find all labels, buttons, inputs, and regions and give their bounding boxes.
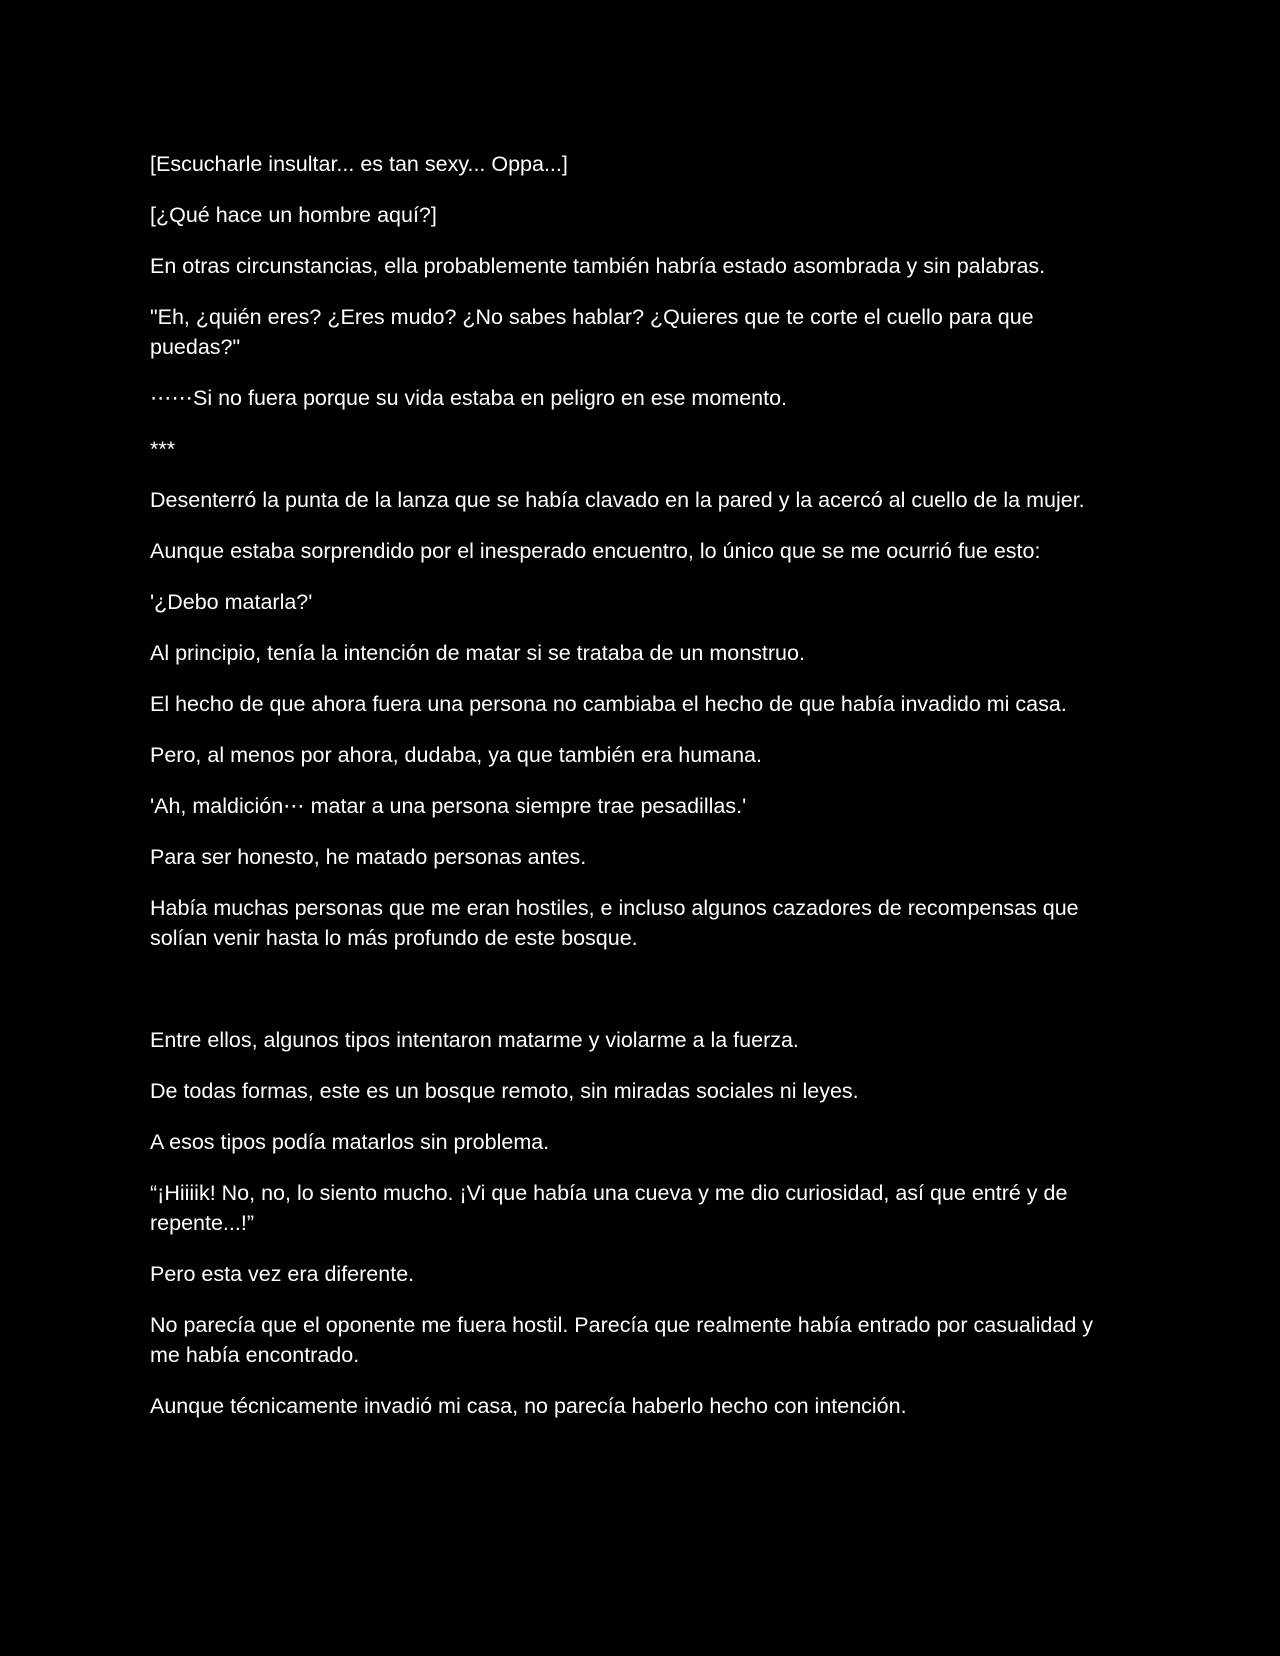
paragraph: Aunque estaba sorprendido por el inesperado encuentro, lo único que se me ocurrió fue esto: [150, 539, 1041, 563]
paragraph-thought: 'Ah, maldición⋯ matar a una persona siempre trae pesadillas.' [150, 794, 747, 818]
paragraph: El hecho de que ahora fuera una persona no cambiaba el hecho de que había invadido mi casa. [150, 692, 1067, 716]
paragraph-dialogue: "Eh, ¿quién eres? ¿Eres mudo? ¿No sabes hablar? ¿Quieres que te corte el cuello para que puedas?" [150, 305, 1034, 359]
scene-separator: *** [150, 437, 176, 461]
paragraph: Desenterró la punta de la lanza que se había clavado en la pared y la acercó al cuello de la mujer. [150, 488, 1085, 512]
paragraph: En otras circunstancias, ella probablemente también habría estado asombrada y sin palabras. [150, 254, 1046, 278]
blank-gap [150, 974, 1120, 1025]
paragraph-thought: '¿Debo matarla?' [150, 590, 313, 614]
paragraph: Había muchas personas que me eran hostiles, e incluso algunos cazadores de recompensas que solían venir hasta lo más profundo de este bosque. [150, 896, 1079, 950]
paragraph-dialogue: “¡Hiiiik! No, no, lo siento mucho. ¡Vi que había una cueva y me dio curiosidad, así que entré y de repente...!” [150, 1181, 1068, 1235]
paragraph: A esos tipos podía matarlos sin problema. [150, 1130, 550, 1154]
paragraph: De todas formas, este es un bosque remoto, sin miradas sociales ni leyes. [150, 1079, 859, 1103]
paragraph-inner-thought-1: [Escucharle insultar... es tan sexy... Oppa...] [150, 152, 568, 176]
paragraph: Aunque técnicamente invadió mi casa, no parecía haberlo hecho con intención. [150, 1394, 907, 1418]
paragraph: Pero, al menos por ahora, dudaba, ya que también era humana. [150, 743, 762, 767]
paragraph-inner-thought-2: [¿Qué hace un hombre aquí?] [150, 203, 437, 227]
paragraph: Al principio, tenía la intención de matar si se trataba de un monstruo. [150, 641, 805, 665]
document-page [150, 149, 1120, 1442]
paragraph: No parecía que el oponente me fuera hostil. Parecía que realmente había entrado por casualidad y me había encontrado. [150, 1313, 1094, 1367]
paragraph: Entre ellos, algunos tipos intentaron matarme y violarme a la fuerza. [150, 1028, 799, 1052]
paragraph: Pero esta vez era diferente. [150, 1262, 415, 1286]
paragraph: ⋯⋯Si no fuera porque su vida estaba en peligro en ese momento. [150, 386, 788, 410]
paragraph: Para ser honesto, he matado personas antes. [150, 845, 587, 869]
